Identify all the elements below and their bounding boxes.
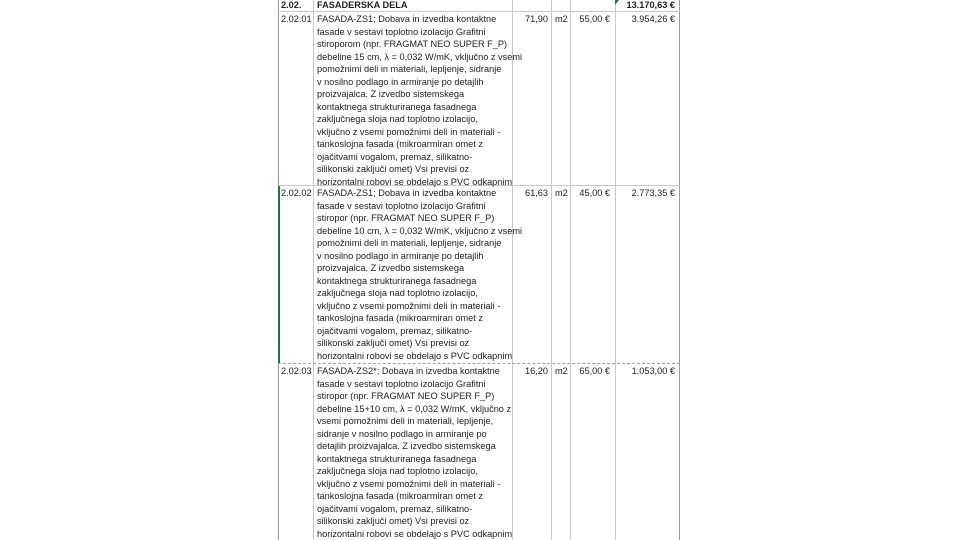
item-total[interactable]: 2.773,35 €: [631, 188, 675, 198]
section-title[interactable]: FASADERSKA DELA: [317, 0, 408, 10]
section-header-row[interactable]: [278, 0, 680, 11]
item-quantity[interactable]: 16,20: [525, 366, 548, 376]
item-description[interactable]: [317, 13, 523, 188]
description-line: FASADA-ZS2*; Dobava in izvedba kontaktne: [317, 366, 500, 376]
description-line: vključno z vsemi pomožnimi deli in materiali -: [317, 126, 501, 137]
description-line: debeline 15+10 cm, λ = 0,032 W/mK, vključno z: [317, 403, 512, 414]
description-line: sidranje v nosilno podlago in armiranje po: [317, 428, 487, 439]
item-total[interactable]: 1.053,00 €: [631, 366, 675, 376]
table-row[interactable]: [278, 13, 680, 185]
item-description[interactable]: [317, 187, 523, 362]
description-line: pomožnimi deli in materiali, lepljenje, sidranje: [317, 64, 502, 74]
description-line: horizontalni robovi se obdelajo s PVC odkapnim: [317, 528, 513, 539]
description-line: silikonski zaključi omet) Vsi previsi oz: [317, 164, 470, 174]
description-line: tankoslojna fasada (mikroarmiran omet z: [317, 491, 483, 501]
description-line: zaključnega sloja nad toplotno izolacijo,: [317, 466, 478, 476]
item-unit-price[interactable]: 45,00 €: [579, 188, 610, 198]
item-code[interactable]: 2.02.03: [281, 366, 312, 376]
item-code[interactable]: 2.02.02: [281, 188, 312, 198]
description-line: vključno z vsemi pomožnimi deli in materiali -: [317, 300, 501, 311]
description-line: v nosilno podlago in armiranje po detajlih: [317, 250, 484, 261]
description-line: horizontalni robovi se obdelajo s PVC odkapnim: [317, 176, 513, 187]
description-line: zaključnega sloja nad toplotno izolacijo,: [317, 114, 478, 124]
description-line: debeline 15 cm, λ = 0,032 W/mK, vključno z vsemi: [317, 51, 523, 62]
description-line: ojačitvami vogalom, premaz, silikatno-: [317, 503, 473, 514]
description-line: silikonski zaključi omet) Vsi previsi oz: [317, 516, 470, 526]
item-description[interactable]: [317, 365, 513, 540]
description-line: v nosilno podlago in armiranje po detajlih: [317, 76, 484, 87]
description-line: tankoslojna fasada (mikroarmiran omet z: [317, 139, 483, 149]
section-code[interactable]: 2.02.: [281, 0, 302, 10]
description-line: ojačitvami vogalom, premaz, silikatno-: [317, 151, 473, 162]
description-line: vsemi pomožnimi deli in materiali, lepljenje,: [317, 416, 494, 426]
description-line: proizvajalca. Z izvedbo sistemskega: [317, 263, 465, 273]
description-line: tankoslojna fasada (mikroarmiran omet z: [317, 313, 483, 323]
description-line: fasade v sestavi toplotno izolacijo Grafitni: [317, 26, 486, 37]
description-line: FASADA-ZS1; Dobava in izvedba kontaktne: [317, 14, 497, 24]
description-line: zaključnega sloja nad toplotno izolacijo,: [317, 288, 478, 298]
description-line: fasade v sestavi toplotno izolacijo Grafitni: [317, 378, 486, 389]
description-line: fasade v sestavi toplotno izolacijo Grafitni: [317, 200, 486, 211]
item-unit[interactable]: m2: [555, 14, 568, 24]
description-line: debeline 10 cm, λ = 0,032 W/mK, vključno z vsemi: [317, 225, 523, 236]
description-line: vključno z vsemi pomožnimi deli in materiali -: [317, 478, 501, 489]
description-line: kontaktnega strukturiranega fasadnega: [317, 275, 477, 286]
section-total[interactable]: 13.170,63 €: [626, 0, 675, 10]
description-line: FASADA-ZS1; Dobava in izvedba kontaktne: [317, 188, 497, 198]
page-break-line: [278, 363, 680, 364]
item-unit[interactable]: m2: [555, 366, 568, 376]
description-line: pomožnimi deli in materiali, lepljenje, sidranje: [317, 238, 502, 248]
description-line: kontaktnega strukturiranega fasadnega: [317, 101, 477, 112]
description-line: ojačitvami vogalom, premaz, silikatno-: [317, 325, 473, 336]
description-line: stiropor (npr. FRAGMAT NEO SUPER F_P): [317, 213, 495, 223]
description-line: proizvajalca. Z izvedbo sistemskega: [317, 89, 465, 99]
item-quantity[interactable]: 61,63: [525, 188, 548, 198]
description-line: horizontalni robovi se obdelajo s PVC odkapnim: [317, 350, 513, 361]
cell-indicator-icon: [615, 0, 619, 5]
description-line: kontaktnega strukturiranega fasadnega: [317, 453, 477, 464]
spreadsheet-grid[interactable]: [278, 0, 680, 540]
item-code[interactable]: 2.02.01: [281, 14, 312, 24]
description-line: stiroporom (npr. FRAGMAT NEO SUPER F_P): [317, 39, 508, 49]
table-row[interactable]: [278, 187, 680, 363]
item-quantity[interactable]: 71,90: [525, 14, 548, 24]
item-unit-price[interactable]: 55,00 €: [579, 14, 610, 24]
description-line: stiropor (npr. FRAGMAT NEO SUPER F_P): [317, 391, 495, 401]
description-line: detajlih proizvajalca. Z izvedbo sistemskega: [317, 441, 496, 451]
table-row[interactable]: [278, 365, 680, 540]
item-unit[interactable]: m2: [555, 188, 568, 198]
item-total[interactable]: 3.954,26 €: [631, 14, 675, 24]
description-line: silikonski zaključi omet) Vsi previsi oz: [317, 338, 470, 348]
item-unit-price[interactable]: 65,00 €: [579, 366, 610, 376]
selection-border: [278, 186, 280, 363]
